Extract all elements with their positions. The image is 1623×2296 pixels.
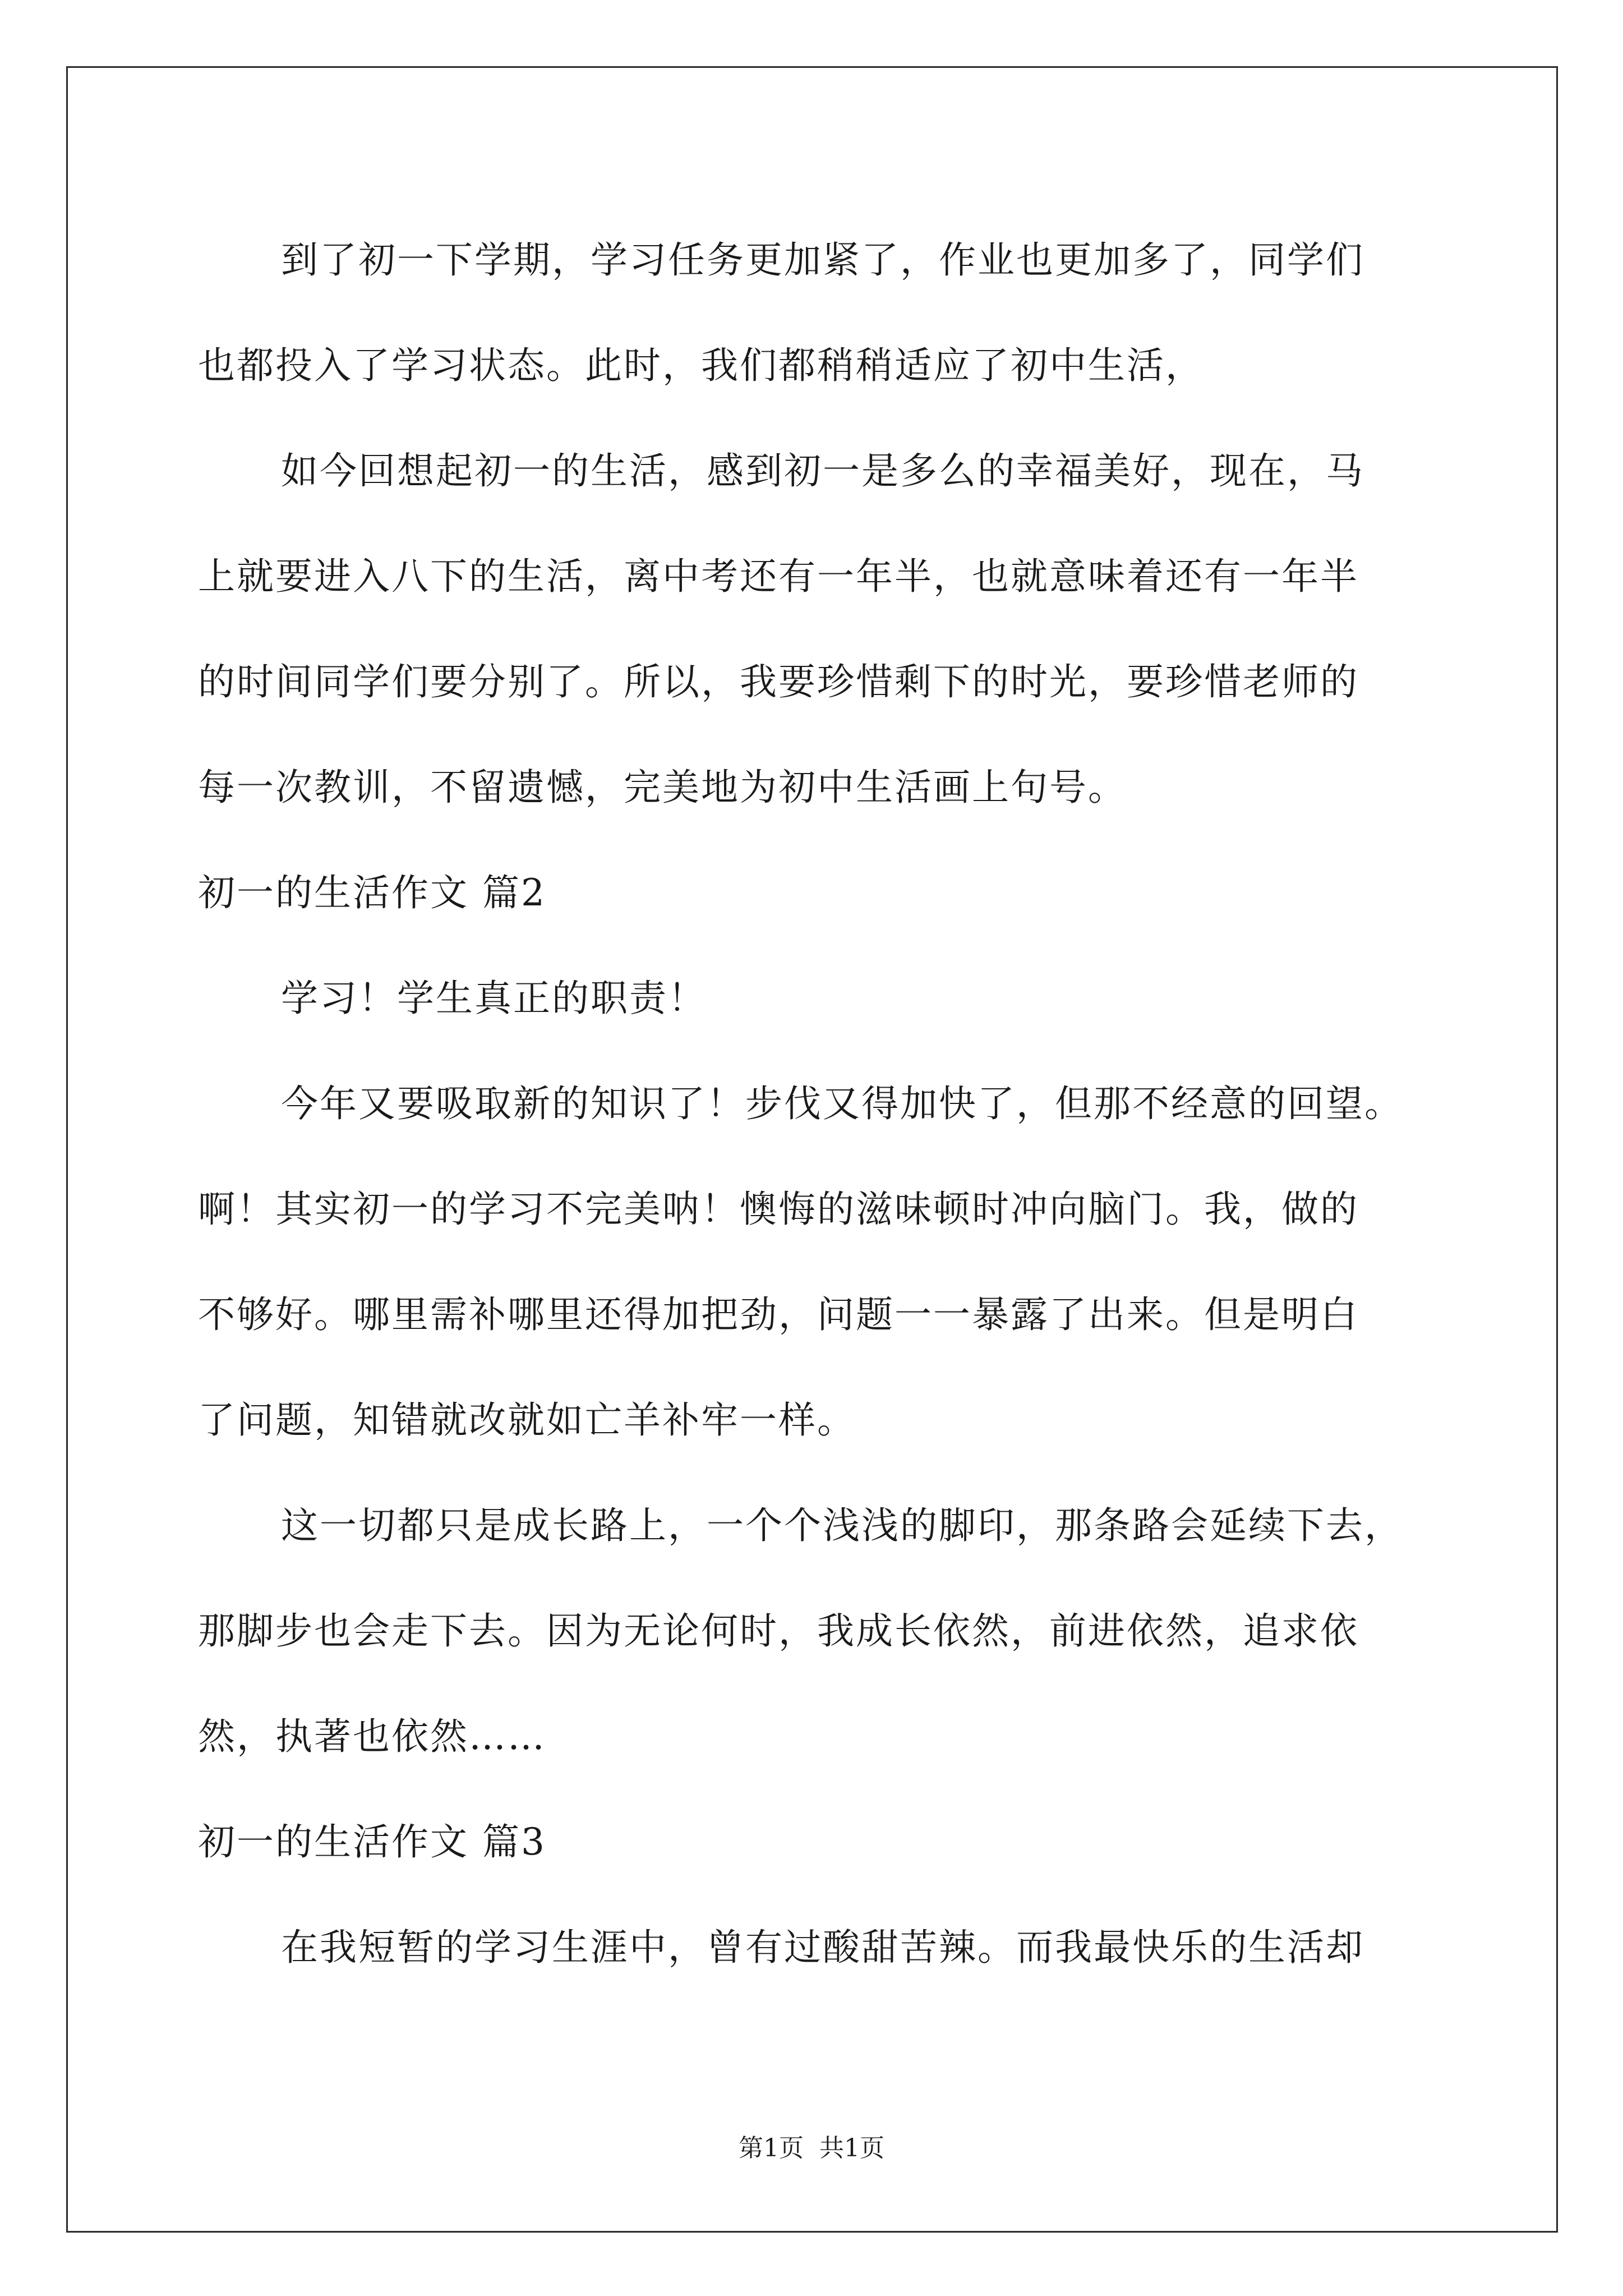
section-heading: 初一的生活作文 篇2 xyxy=(198,871,546,914)
paragraph-line: 了问题，知错就改就如亡羊补牢一样。 xyxy=(198,1398,856,1442)
paragraph-line: 今年又要吸取新的知识了！步伐又得加快了，但那不经意的回望。 xyxy=(281,1082,1403,1125)
paragraph-line: 如今回想起初一的生活，感到初一是多么的幸福美好，现在，马 xyxy=(281,449,1364,493)
paragraph-line: 到了初一下学期，学习任务更加紧了，作业也更加多了，同学们 xyxy=(281,238,1364,282)
paragraph-line: 的时间同学们要分别了。所以，我要珍惜剩下的时光，要珍惜老师的 xyxy=(198,660,1359,703)
paragraph-line: 每一次教训，不留遗憾，完美地为初中生活画上句号。 xyxy=(198,766,1127,809)
section-heading: 初一的生活作文 篇3 xyxy=(198,1820,546,1864)
document-body xyxy=(198,208,1432,2000)
paragraph-line: 也都投入了学习状态。此时，我们都稍稍适应了初中生活， xyxy=(198,344,1204,387)
paragraph-line: 学习！学生真正的职责！ xyxy=(281,977,707,1020)
paragraph-line: 然，执著也依然…… xyxy=(198,1715,546,1758)
paragraph-line: 啊！其实初一的学习不完美呐！懊悔的滋味顿时冲向脑门。我，做的 xyxy=(198,1188,1359,1231)
paragraph-line: 在我短暂的学习生涯中，曾有过酸甜苦辣。而我最快乐的生活却 xyxy=(281,1926,1364,1969)
paragraph-line: 上就要进入八下的生活，离中考还有一年半，也就意味着还有一年半 xyxy=(198,555,1359,598)
paragraph-line: 这一切都只是成长路上，一个个浅浅的脚印，那条路会延续下去， xyxy=(281,1504,1403,1547)
paragraph-line: 不够好。哪里需补哪里还得加把劲，问题一一暴露了出来。但是明白 xyxy=(198,1293,1359,1336)
page-footer: 第1页 共1页 xyxy=(739,2134,884,2162)
paragraph-line: 那脚步也会走下去。因为无论何时，我成长依然，前进依然，追求依 xyxy=(198,1609,1359,1653)
